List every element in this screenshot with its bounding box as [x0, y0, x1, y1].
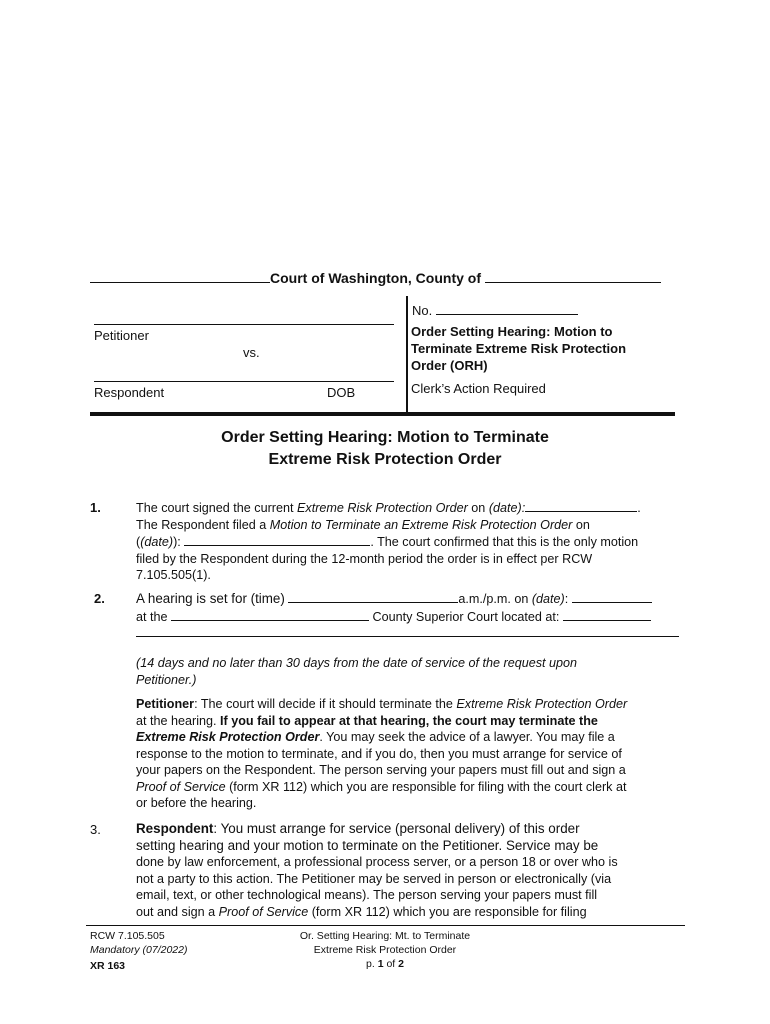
court-heading-text: Court of Washington, County of: [270, 270, 481, 286]
footer-center: Or. Setting Hearing: Mt. to Terminate Extreme Risk Protection Order p. 1 of 2: [299, 930, 471, 970]
caption-bottom-bar: [90, 412, 675, 416]
court-location-blank[interactable]: [563, 608, 651, 621]
court-heading: [90, 270, 680, 286]
case-number: [412, 302, 578, 318]
motion-filed-date-blank[interactable]: [184, 533, 370, 546]
hearing-time-blank[interactable]: [288, 590, 458, 603]
case-number-blank[interactable]: [436, 302, 578, 315]
item-1-text: The court signed the current Extreme Risk Protection Order on (date): . The Respondent filed a Motion to Terminate an Extreme Risk Protection Order on ((date)): . The court confirmed that this is the only motion filed by the Respondent during the 12-month period the order is in effect per RCW 7.105.505(1).: [136, 501, 641, 582]
county-blank[interactable]: [485, 270, 661, 283]
caption-divider: [406, 296, 408, 414]
clerk-action-label: Clerk’s Action Required: [411, 381, 546, 396]
footer-left: RCW 7.105.505 Mandatory (07/2022) XR 163: [90, 930, 188, 972]
respondent-instructions: Respondent: You must arrange for service (personal delivery) of this order setting hearing and your motion to terminate on the Petitioner. Service may be done by law enforcement, a professional process server, or a person 18 or over who is not a party to this action. The Petitioner may be served in person or electronically (via email, text, or other technological means). The person serving your papers must fill out and sign a Proof of Service (form XR 112) which you are responsible for filing: [136, 821, 618, 919]
signed-date-blank[interactable]: [525, 499, 637, 512]
petitioner-instructions: Petitioner: The court will decide if it should terminate the Extreme Risk Protection Order at the hearing. If you fail to appear at that hearing, the court may terminate the Extreme Risk Protection Order. You may seek the advice of a lawyer. You may file a response to the motion to terminate, and if you do, then you must arrange for service of your papers on the Respondent. The person serving your papers must fill out and sign a Proof of Service (form XR 112) which you are responsible for filing with the court clerk at or before the hearing.: [136, 697, 628, 810]
footer-rule: [86, 925, 685, 926]
petitioner-label: Petitioner: [94, 328, 149, 343]
document-title-line2: Extreme Risk Protection Order: [268, 451, 502, 468]
hearing-timing-note: (14 days and no later than 30 days from the date of service of the request upon Petitioner.): [136, 656, 578, 687]
caption-form-title: [411, 323, 626, 374]
county-court-blank[interactable]: [171, 608, 369, 621]
case-number-label: No.: [412, 303, 433, 318]
respondent-label: Respondent: [94, 385, 165, 400]
dob-label: DOB: [327, 385, 356, 400]
item-2-number: 2.: [94, 591, 105, 606]
court-name-blank[interactable]: [90, 270, 270, 283]
caption-form-title-l1: Order Setting Hearing: Motion to: [411, 324, 613, 339]
caption-form-title-l3: Order (ORH): [411, 358, 488, 373]
item-3-number: 3.: [90, 822, 101, 837]
document-title-line1: Order Setting Hearing: Motion to Terminate: [221, 429, 549, 446]
caption-form-title-l2: Terminate Extreme Risk Protection: [411, 341, 627, 356]
respondent-name-line[interactable]: [94, 381, 394, 382]
vs-label: vs.: [243, 345, 260, 360]
item-1-number: 1.: [90, 500, 101, 515]
petitioner-name-line[interactable]: [94, 324, 394, 325]
court-address-line[interactable]: [136, 636, 679, 637]
item-2-text: A hearing is set for (time) a.m./p.m. on (date): at the County Superior Court located at:: [136, 590, 686, 625]
hearing-date-blank[interactable]: [572, 590, 652, 603]
